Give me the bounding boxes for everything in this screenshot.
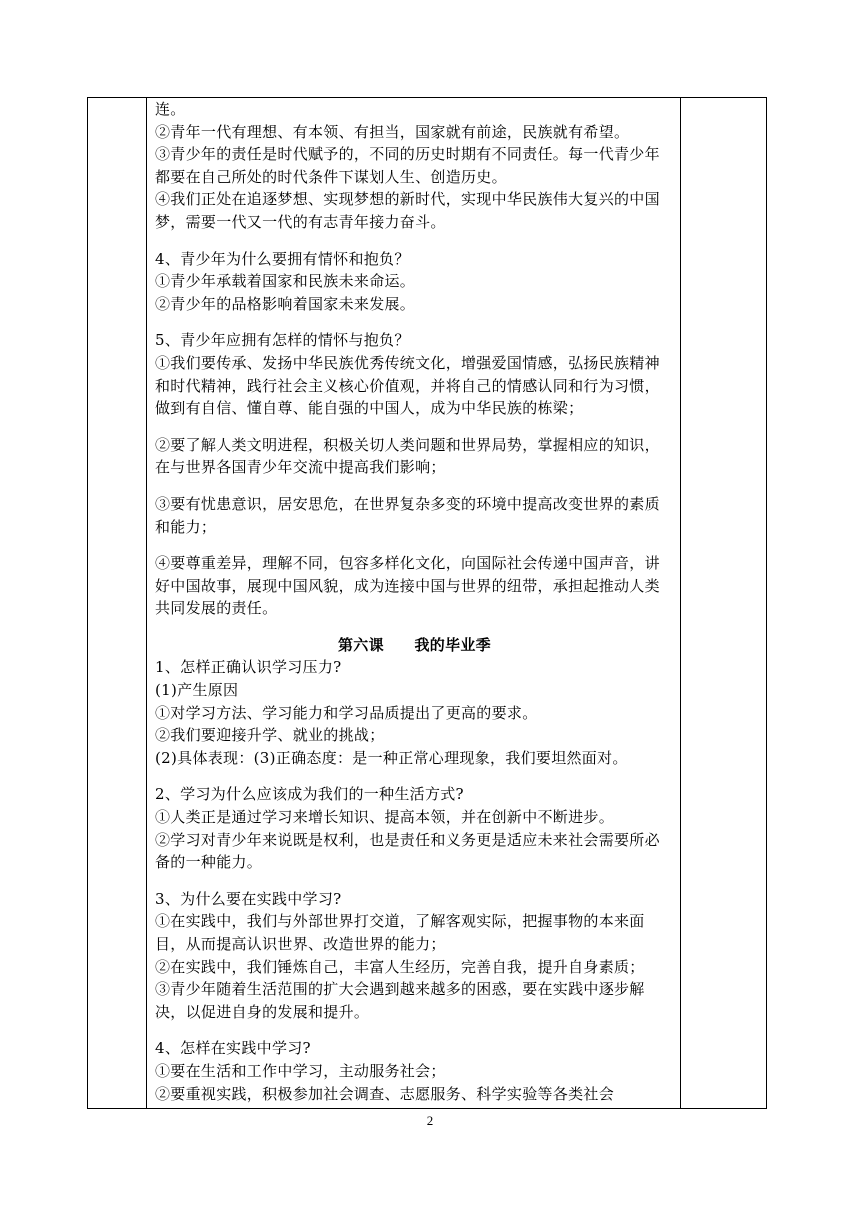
question-heading: 4、怎样在实践中学习? <box>155 1039 311 1058</box>
text-line: ③青少年的责任是时代赋予的，不同的历史时期有不同责任。每一代青少年都要在自己所处的时代条件下谋划人生、创造历史。 <box>155 145 660 186</box>
page-number: 2 <box>426 1113 434 1128</box>
right-cell <box>681 98 767 1109</box>
text-line: (2)具体表现：(3)正确态度：是一种正常心理现象，我们要坦然面对。 <box>155 748 628 767</box>
text-line: ②青少年的品格影响着国家未来发展。 <box>155 294 416 313</box>
text-line: ①人类正是通过学习来增长知识、提高本领，并在创新中不断进步。 <box>155 808 615 827</box>
content-cell <box>147 98 681 1109</box>
left-cell <box>88 98 147 1109</box>
document-table <box>87 97 767 1109</box>
question-heading: 2、学习为什么应该成为我们的一种生活方式? <box>155 785 464 804</box>
text-paragraph: ②要了解人类文明进程，积极关切人类问题和世界局势，掌握相应的知识，在与世界各国青少年交流中提高我们影响； <box>155 435 660 477</box>
text-line: ②要重视实践，积极参加社会调查、志愿服务、科学实验等各类社会 <box>155 1084 615 1103</box>
text-line: (1)产生原因 <box>155 681 239 700</box>
content-body <box>147 98 680 1108</box>
text-line: ①要在生活和工作中学习，主动服务社会； <box>155 1061 446 1080</box>
text-line: ②学习对青少年来说既是权利，也是责任和义务更是适应未来社会需要所必备的一种能力。 <box>155 830 660 872</box>
text-line: ①对学习方法、学习能力和学习品质提出了更高的要求。 <box>155 703 538 722</box>
text-line: ①在实践中，我们与外部世界打交道，了解客观实际，把握事物的本来面目，从而提高认识世界、改造世界的能力； <box>155 912 645 953</box>
text-line: ②在实践中，我们锤炼自己，丰富人生经历，完善自我，提升自身素质； <box>155 957 645 976</box>
question-heading: 4、青少年为什么要拥有情怀和抱负？ <box>155 249 410 268</box>
text-line: ②青年一代有理想、有本领、有担当，国家就有前途，民族就有希望。 <box>155 122 630 141</box>
text-line: ①青少年承载着国家和民族未来命运。 <box>155 272 416 291</box>
question-heading: 5、青少年应拥有怎样的情怀与抱负？ <box>155 331 410 350</box>
text-paragraph: ①我们要传承、发扬中华民族优秀传统文化，增强爱国情感，弘扬民族精神和时代精神，践行社会主义核心价值观，并将自己的情感认同和行为习惯，做到有自信、懂自尊、能自强的中国人，成为中华民族的栋梁； <box>155 353 660 418</box>
text-line: 连。 <box>155 100 186 118</box>
text-paragraph: ④要尊重差异，理解不同，包容多样化文化，向国际社会传递中国声音，讲好中国故事，展现中国风貌，成为连接中国与世界的纽带，承担起推动人类共同发展的责任。 <box>155 554 660 618</box>
text-line: ④我们正处在追逐梦想、实现梦想的新时代，实现中华民族伟大复兴的中国梦，需要一代又一代的有志青年接力奋斗。 <box>155 190 660 231</box>
question-heading: 1、怎样正确认识学习压力? <box>155 658 342 677</box>
text-line: ③青少年随着生活范围的扩大会遇到越来越多的困惑，要在实践中逐步解决，以促进自身的发展和提升。 <box>155 980 645 1021</box>
lesson-title: 第六课 我的毕业季 <box>337 635 491 654</box>
text-paragraph: ③要有忧患意识，居安思危，在世界复杂多变的环境中提高改变世界的素质和能力； <box>155 494 660 536</box>
text-line: ②我们要迎接升学、就业的挑战； <box>155 726 385 745</box>
question-heading: 3、为什么要在实践中学习? <box>155 889 342 908</box>
